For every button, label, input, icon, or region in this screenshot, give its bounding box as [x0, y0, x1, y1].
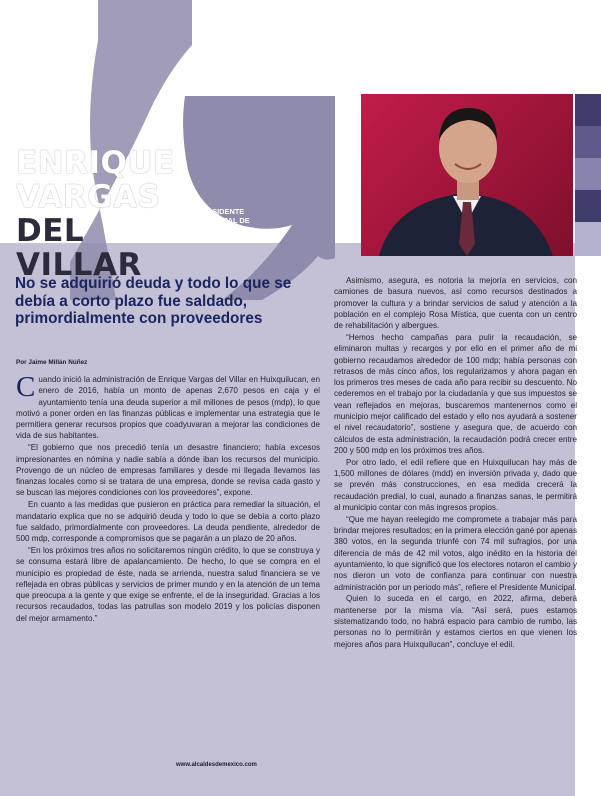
profile-role	[197, 207, 317, 243]
paragraph: Quien lo suceda en el cargo, en 2022, afirma, deberá mantenerse por la misma vía. “Así será, pues estamos sistematizando todo, no habrá espacio para cambio de rumbo, las personas no lo permitirán y estamos ciertos en que vienen los mejores años para Huixquilucan”, concluye el edil.	[334, 594, 577, 649]
portrait-illustration	[361, 94, 573, 256]
paragraph: Por otro lado, el edil refiere que en Huixquilucan hay más de 1,500 millones de dólares (mdd) en inversión privada y, dado que se prevén más construcciones, en esa medida crecerá la recaudación predial, lo cual, aunado a finanzas sanas, le permitirá al municipio contar con más ingresos propios.	[334, 457, 577, 512]
side-tab-1	[575, 94, 601, 126]
paragraph: “Que me hayan reelegido me compromete a trabajar más para brindar mejores resultados; en la primera elección gané por apenas 380 votos, en la segunda triunfé con 74 mil sufragios, por una diferencia de más de 42 mil votos, algo inédito en la historia del ayuntamiento, lo que significó que los electores notaron el cambio y nos dieron un voto de confianza para continuar con nuestra administración por un periodo más”, refiere el Presidente Municipal.	[334, 514, 577, 592]
role-line-2: MUNICIPAL DE	[197, 216, 250, 225]
paragraph: Asimismo, asegura, es notoria la mejoría en servicios, con camiones de basura nuevos, así como recursos destinados a promover la cultura y a brindar servicios de salud y atención a la población en el complejo Rosa Mística, que cuenta con un centro de rehabilitación y albergues.	[334, 276, 577, 331]
profile-name	[16, 146, 186, 282]
portrait-photo	[361, 94, 573, 256]
name-line-2: VARGAS	[16, 179, 161, 215]
article-column-right	[334, 275, 577, 650]
role-line-1: PRESIDENTE	[197, 207, 245, 216]
name-line-3: DEL VILLAR	[16, 213, 142, 283]
paragraph	[16, 371, 320, 442]
side-tab-3	[575, 158, 601, 190]
article-headline: No se adquirió deuda y todo lo que se debía a corto plazo fue saldado, primordialmente con proveedores	[15, 275, 292, 327]
article-column-left	[16, 371, 320, 625]
role-line-3: HUIXQUILUCAN,	[197, 225, 256, 234]
role-line-4: ESTADO DE MÉXICO	[197, 234, 271, 243]
side-tab-5	[575, 222, 601, 256]
paragraph: En cuanto a las medidas que pusieron en práctica para remediar la situación, el mandatario explica que no se adquirió deuda y todo lo que se debía a corto plazo fue saldado, primordialmente con proveedores. La deuda pendiente, alrededor de 500 mdp, corresponde a compromisos que se pagarán a un plazo de 20 años.	[16, 500, 320, 544]
paragraph-text: uando inició la administración de Enrique Vargas del Villar en Huixquilucan, en enero de 2016, había un monto de apenas 2,670 pesos en caja y el ayuntamiento tenía una deuda superior a mil millones de pesos (mdp), lo que motivó a poner orden en las finanzas públicas e implementar una estrategia que le permitiera generar recursos propios que coadyuvaran a mejorar las condiciones de vida de sus habitantes.	[16, 375, 320, 441]
drop-cap: C	[16, 371, 36, 403]
name-line-1: ENRIQUE	[16, 145, 175, 181]
footer-url[interactable]: www.alcaldesdemexico.com	[176, 762, 257, 768]
paragraph: “Hemos hecho campañas para pulir la recaudación, se eliminaron multas y recargos y por ello en el primer año de mi gobierno recaudamos alrededor de 100 mdp; había personas con retrasos de más cinco años, los regularizamos y ahora pagan en los primeros tres meses de cada año para recibir su descuento. No cederemos en el trabajo por la ciudadanía y que sus impuestos se vean reflejados en mejoras, buscaremos mantenernos como el municipio mejor calificado del estado y ello nos ayudará a sostener el nivel recaudatorio”, sostiene y asegura que, de acuerdo con cálculos de esta administración, la recaudación podrá crecer entre 200 y 500 mdp en los próximos tres años.	[334, 332, 577, 455]
paragraph: “El gobierno que nos precedió tenía un desastre financiero; había excesos impresionantes en nómina y nadie sabía a dónde iban los recursos del municipio. Provengo de un núcleo de empresas familiares y desde mi llegada llevamos las finanzas locales como si se tratara de una empresa, donde se revisa cada gasto y se buscan las mejores condiciones con los proveedores”, expone.	[16, 443, 320, 498]
paragraph: “En los próximos tres años no solicitaremos ningún crédito, lo que se construya y se consuma estará libre de apalancamiento. De hecho, lo que se compra en el municipio es propiedad de éste, nada se arrienda, nuestra salud financiera se ve reflejada en obras públicas y servicios de primer mundo y en la atención de un tema que preocupa a la gente y que exige se enfrente, el de la inseguridad. Gracias a los recursos recaudados, todas las patrullas son modelo 2019 y los policías disponen del mejor armamento.”	[16, 545, 320, 623]
article-byline: Por Jaime Millán Núñez	[16, 359, 88, 366]
side-tab-4	[575, 190, 601, 222]
side-tab-2	[575, 126, 601, 158]
